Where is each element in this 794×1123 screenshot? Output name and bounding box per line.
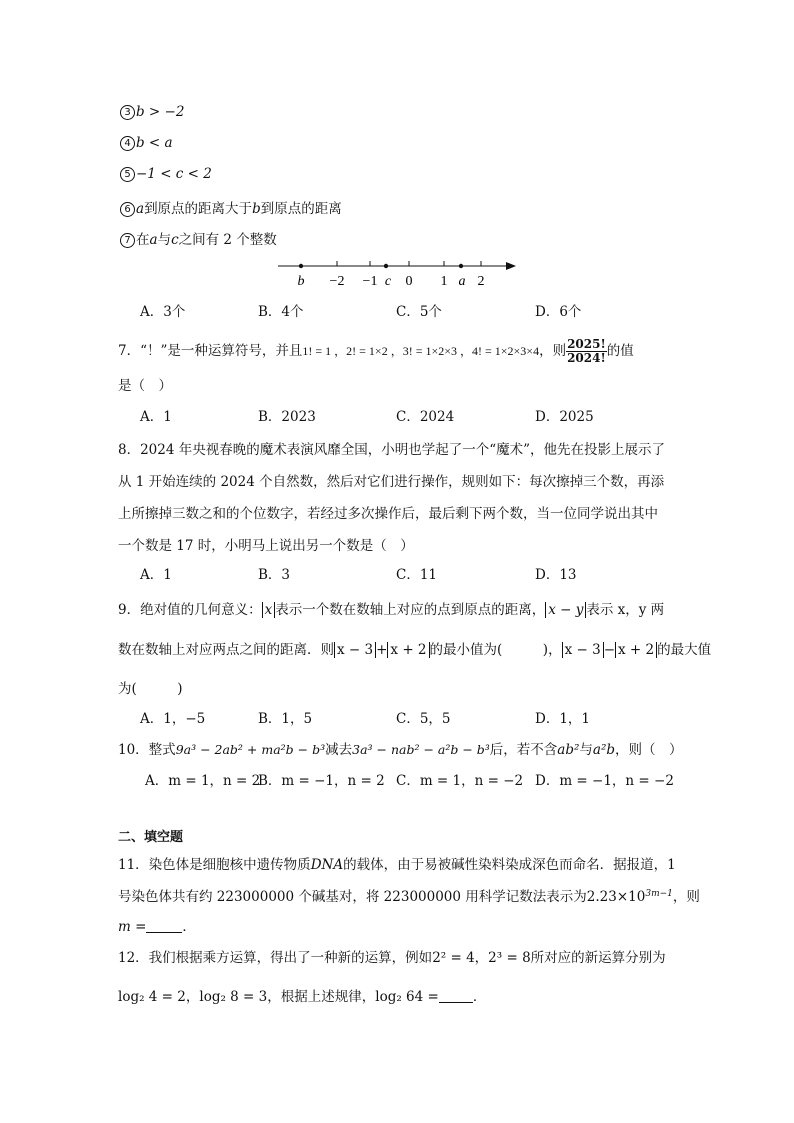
q12-text: ，根据上述规律， bbox=[267, 989, 376, 1005]
q8-option-d[interactable]: D．13 bbox=[535, 567, 577, 583]
q10-option-c[interactable]: C．m = 1，n = −2 bbox=[396, 773, 524, 789]
q9-option-c[interactable]: C．5，5 bbox=[396, 711, 451, 727]
log-example-1: log₂ 4 = 2 bbox=[118, 989, 186, 1005]
circled-number: 4 bbox=[120, 136, 135, 151]
label-c: c bbox=[384, 274, 392, 289]
q10-text: 后，若不含 bbox=[489, 742, 558, 758]
q7-text: 的值 bbox=[606, 343, 634, 359]
term-ab2: ab² bbox=[557, 742, 580, 758]
statement-5 bbox=[120, 166, 212, 182]
label-a: a bbox=[458, 274, 466, 289]
q9-line-2 bbox=[118, 638, 711, 658]
answer-blank[interactable] bbox=[439, 990, 473, 1003]
circled-number: 5 bbox=[120, 167, 135, 182]
q9-option-b[interactable]: B．1，5 bbox=[258, 711, 313, 727]
q7-option-b[interactable]: B．2023 bbox=[258, 409, 316, 425]
q10-option-a[interactable]: A．m = 1，n = 2 bbox=[145, 773, 261, 789]
abs-x-minus-y: x − y bbox=[545, 602, 586, 618]
abs-expr-4: x + 2 bbox=[615, 642, 657, 658]
q8-option-b[interactable]: B．3 bbox=[258, 567, 291, 583]
var-a: a bbox=[149, 232, 158, 248]
plus-sign: + bbox=[376, 642, 388, 658]
power-example-1: 2² = 4 bbox=[432, 950, 475, 966]
q12-line-1: 12．我们根据乘方运算，得出了一种新的运算，例如2² = 4，2³ = 8所对应的新运算分别为 bbox=[118, 950, 666, 966]
q12-text: 所对应的新运算分别为 bbox=[530, 950, 666, 966]
q7-equations: 1! = 1 ，2! = 1×2 ，3! = 1×2×3 ，4! = 1×2×3×4 bbox=[302, 344, 540, 358]
circled-number: 6 bbox=[120, 202, 135, 217]
q10-option-d[interactable]: D．m = −1，n = −2 bbox=[535, 773, 674, 789]
q7-option-d[interactable]: D．2025 bbox=[535, 409, 594, 425]
q9-text: 数在数轴上对应两点之间的距离．则 bbox=[118, 642, 334, 658]
var-b: b bbox=[252, 201, 261, 217]
q10-text: ，则（ ） bbox=[615, 742, 683, 758]
q9-line-1 bbox=[118, 598, 664, 618]
label-2: 2 bbox=[477, 274, 485, 289]
q11-text: ，则 bbox=[672, 889, 700, 905]
q12-text: 12．我们根据乘方运算，得出了一种新的运算，例如 bbox=[118, 950, 433, 966]
abs-expr-3: x − 3 bbox=[562, 642, 604, 658]
q11-answer-label: m = bbox=[118, 919, 147, 935]
statement-text: 之间有 2 个整数 bbox=[178, 232, 277, 248]
q7-option-a[interactable]: A．1 bbox=[140, 409, 172, 425]
q9-option-a[interactable]: A．1，−5 bbox=[140, 711, 206, 727]
q11-text: 号染色体共有约 223000000 个碱基对，将 223000000 用科学记数法表示为 bbox=[118, 889, 587, 905]
q8-option-a[interactable]: A．1 bbox=[140, 567, 172, 583]
q10-option-b[interactable]: B．m = −1，n = 2 bbox=[258, 773, 385, 789]
statement-text: 在 bbox=[136, 232, 150, 248]
sci-notation: 2.23×10 bbox=[586, 889, 646, 905]
label-minus-2: −2 bbox=[329, 274, 345, 289]
fraction-denominator: 2024! bbox=[567, 351, 606, 365]
q8-line-3: 上所擦掉三数之和的个位数字，若经过多次操作后，最后剩下两个数，当一位同学说出其中 bbox=[118, 506, 658, 522]
q10-text: 10．整式 bbox=[118, 742, 176, 758]
q10-expr-1: 9a³ − 2ab² + ma²b − b³ bbox=[175, 742, 326, 757]
q8-line-2: 从 1 开始连续的 2024 个自然数，然后对它们进行操作，规则如下：每次擦掉三个数，再添 bbox=[118, 474, 665, 490]
q7-stem bbox=[118, 338, 634, 365]
abs-expr-1: x − 3 bbox=[334, 642, 376, 658]
label-b: b bbox=[297, 274, 305, 289]
q10-expr-2: 3a³ − nab² − a²b − b³ bbox=[352, 742, 490, 757]
fraction-numerator: 2025! bbox=[567, 337, 606, 351]
q10-text: 与 bbox=[579, 742, 593, 758]
q11-text: 的载体，由于易被碱性染料染成深色而命名．据报道，1 bbox=[343, 857, 676, 873]
q6-option-a[interactable]: A．3个 bbox=[140, 304, 186, 320]
var-a: a bbox=[136, 201, 145, 217]
q7-fraction bbox=[566, 338, 607, 365]
statement-text: 与 bbox=[157, 232, 172, 248]
q10-text: 减去 bbox=[325, 742, 353, 758]
q9-text: 表示 x，y 两 bbox=[586, 602, 665, 618]
q11-line-3: m = ． bbox=[118, 919, 196, 935]
q9-line-3: 为( ) bbox=[118, 681, 183, 697]
point-b bbox=[299, 264, 303, 268]
sci-exponent: 3m−1 bbox=[645, 889, 673, 899]
q6-option-c[interactable]: C．5个 bbox=[396, 304, 442, 320]
q11-line-2 bbox=[118, 885, 700, 905]
label-minus-1: −1 bbox=[362, 274, 378, 289]
log-question: log₂ 64 = bbox=[375, 989, 439, 1005]
q6-option-d[interactable]: D．6个 bbox=[535, 304, 582, 320]
label-0: 0 bbox=[405, 274, 413, 289]
abs-expr-2: x + 2 bbox=[387, 642, 429, 658]
statement-text: b > −2 bbox=[136, 104, 185, 120]
point-a bbox=[459, 264, 463, 268]
q7-stem-line2: 是（ ） bbox=[118, 378, 172, 394]
statement-6 bbox=[120, 197, 342, 217]
q8-option-c[interactable]: C．11 bbox=[396, 567, 438, 583]
q7-option-c[interactable]: C．2024 bbox=[396, 409, 455, 425]
statement-4 bbox=[120, 135, 173, 151]
number-line bbox=[0, 255, 794, 295]
term-a2b: a²b bbox=[592, 742, 616, 758]
circled-number: 7 bbox=[120, 233, 135, 248]
q8-line-1: 8．2024 年央视春晚的魔术表演风靡全国，小明也学起了一个“魔术”，他先在投影上展示了 bbox=[118, 442, 666, 458]
answer-blank[interactable] bbox=[146, 920, 182, 933]
q12-line-2: log₂ 4 = 2，log₂ 8 = 3，根据上述规律，log₂ 64 = ． bbox=[118, 989, 487, 1005]
q7-text: 7．“！”是一种运算符号，并且 bbox=[118, 343, 303, 359]
q9-text: 的最大值 bbox=[657, 642, 712, 658]
q7-text: ，则 bbox=[539, 343, 567, 359]
abs-x: x bbox=[262, 602, 276, 618]
q10-stem bbox=[118, 738, 683, 758]
power-example-2: 2³ = 8 bbox=[488, 950, 531, 966]
q9-option-d[interactable]: D．1，1 bbox=[535, 711, 591, 727]
statement-text: b < a bbox=[136, 135, 173, 151]
q6-option-b[interactable]: B．4个 bbox=[258, 304, 304, 320]
q11-text: 11．染色体是细胞核中遗传物质 bbox=[118, 857, 311, 873]
statement-text: −1 < c < 2 bbox=[136, 166, 212, 182]
var-c: c bbox=[171, 232, 179, 248]
q9-text: 的最小值为( )， bbox=[429, 642, 562, 658]
q11-line-1 bbox=[118, 853, 676, 873]
section-heading: 二、填空题 bbox=[118, 830, 184, 845]
dna-term: DNA bbox=[310, 857, 344, 873]
q9-text: 表示一个数在数轴上对应的点到原点的距离， bbox=[275, 602, 546, 618]
point-c bbox=[384, 264, 388, 268]
minus-sign: − bbox=[603, 642, 615, 658]
label-1: 1 bbox=[440, 274, 448, 289]
log-example-2: log₂ 8 = 3 bbox=[199, 989, 268, 1005]
q9-text: 9．绝对值的几何意义： bbox=[118, 602, 262, 618]
statement-3 bbox=[120, 104, 184, 120]
statement-7 bbox=[120, 228, 277, 248]
circled-number: 3 bbox=[120, 105, 135, 120]
q8-line-4: 一个数是 17 时，小明马上说出另一个数是（ ） bbox=[118, 538, 414, 554]
arrow-head-icon bbox=[506, 262, 516, 270]
statement-text: 到原点的距离 bbox=[260, 201, 342, 217]
statement-text: 到原点的距离大于 bbox=[144, 201, 253, 217]
